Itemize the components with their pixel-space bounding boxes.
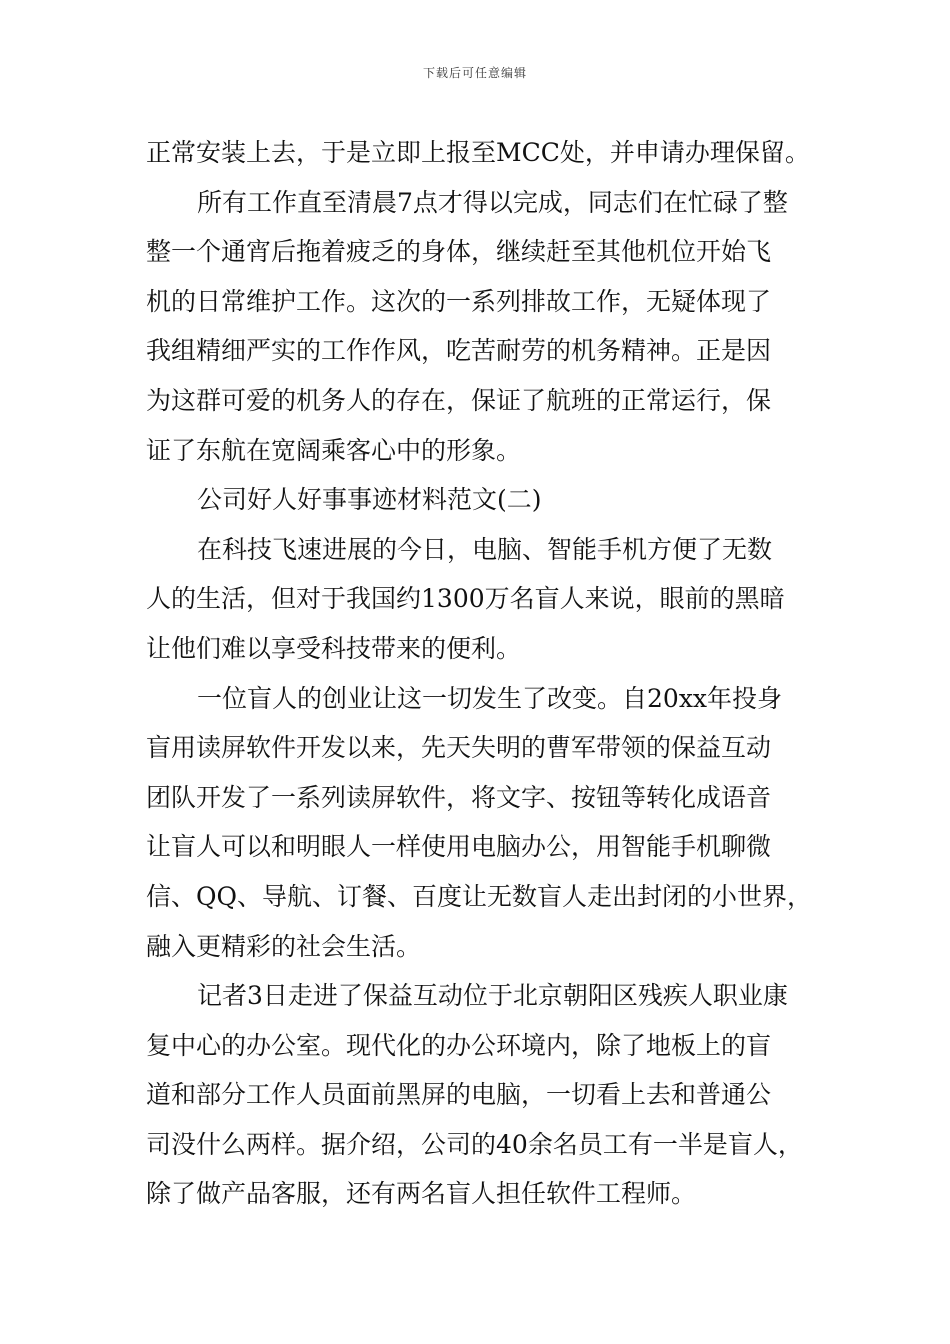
text-line: 司没什么两样。据介绍，公司的40余名员工有一半是盲人，: [146, 1129, 803, 1159]
text-line: 信、QQ、导航、订餐、百度让无数盲人走出封闭的小世界，: [146, 881, 812, 911]
text-line: 所有工作直至清晨7点才得以完成，同志们在忙碌了整: [197, 187, 788, 217]
text-line: 一位盲人的创业让这一切发生了改变。自20xx年投身: [197, 683, 783, 713]
text-line: 我组精细严实的工作作风，吃苦耐劳的机务精神。正是因: [146, 336, 772, 366]
text-line: 机的日常维护工作。这次的一系列排故工作，无疑体现了: [146, 286, 772, 316]
text-line: 团队开发了一系列读屏软件，将文字、按钮等转化成语音: [146, 782, 772, 812]
text-line: 让他们难以享受科技带来的便利。: [146, 633, 522, 663]
text-line: 让盲人可以和明眼人一样使用电脑办公，用智能手机聊微: [146, 832, 772, 862]
text-line: 记者3日走进了保益互动位于北京朝阳区残疾人职业康: [197, 981, 788, 1011]
text-line: 公司好人好事事迹材料范文(二): [197, 485, 542, 515]
text-line: 正常安装上去，于是立即上报至MCC处，并申请办理保留。: [146, 138, 810, 167]
text-line: 道和部分工作人员面前黑屏的电脑，一切看上去和普通公: [146, 1080, 772, 1110]
text-line: 复中心的办公室。现代化的办公环境内，除了地板上的盲: [146, 1030, 772, 1060]
text-line: 在科技飞速进展的今日，电脑、智能手机方便了无数: [197, 534, 773, 564]
text-line: 盲用读屏软件开发以来，先天失明的曹军带领的保益互动: [146, 733, 772, 763]
text-line: 整一个通宵后拖着疲乏的身体，继续赶至其他机位开始飞: [146, 237, 772, 267]
text-line: 人的生活，但对于我国约1300万名盲人来说，眼前的黑暗: [146, 584, 785, 614]
text-line: 证了东航在宽阔乘客心中的形象。: [146, 435, 522, 465]
text-line: 为这群可爱的机务人的存在，保证了航班的正常运行，保: [146, 385, 772, 415]
text-line: 融入更精彩的社会生活。: [146, 931, 422, 961]
text-line: 除了做产品客服，还有两名盲人担任软件工程师。: [146, 1179, 697, 1209]
page-header: 下载后可任意编辑: [422, 66, 527, 80]
document-body: [146, 128, 816, 1219]
